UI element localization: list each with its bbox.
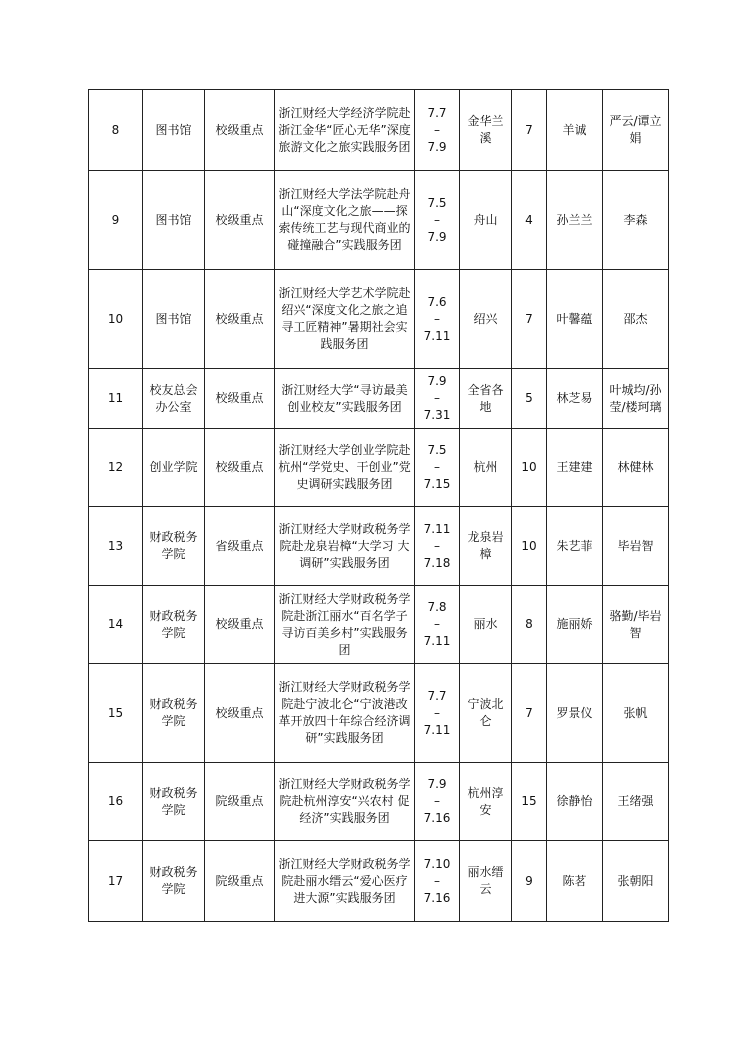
leader-cell: 朱艺菲	[547, 507, 603, 586]
leader-cell: 王建建	[547, 429, 603, 507]
date-separator: –	[434, 617, 440, 631]
teacher-cell: 张朝阳	[603, 841, 669, 922]
leader-cell: 施丽娇	[547, 586, 603, 664]
row-number-cell: 15	[89, 664, 143, 763]
table-row	[89, 369, 669, 429]
member-count-cell: 5	[512, 369, 547, 429]
date-end: 7.9	[427, 139, 447, 154]
row-number-cell: 12	[89, 429, 143, 507]
date-separator: –	[434, 311, 440, 326]
teacher-cell: 骆勤/毕岩智	[603, 586, 669, 664]
level-cell: 省级重点	[205, 507, 275, 586]
table-row	[89, 763, 669, 841]
unit-cell: 创业学院	[143, 429, 205, 507]
place-cell: 丽水缙云	[460, 841, 512, 922]
team-name-cell: 浙江财经大学创业学院赴杭州“学党史、干创业”党史调研实践服务团	[275, 429, 415, 507]
date-separator: –	[434, 794, 440, 808]
date-separator: –	[434, 705, 440, 720]
leader-cell: 羊诚	[547, 90, 603, 171]
team-name-cell: 浙江财经大学经济学院赴浙江金华“匠心无华”深度旅游文化之旅实践服务团	[275, 90, 415, 171]
date-cell	[415, 429, 460, 507]
unit-cell: 财政税务学院	[143, 507, 205, 586]
member-count-cell: 7	[512, 664, 547, 763]
level-cell: 校级重点	[205, 664, 275, 763]
date-start: 7.9	[427, 374, 447, 388]
date-end: 7.11	[423, 722, 451, 737]
date-end: 7.15	[423, 477, 451, 491]
date-start: 7.5	[427, 443, 447, 457]
date-separator: –	[434, 391, 440, 405]
team-name-cell: 浙江财经大学财政税务学院赴丽水缙云“爱心医疗进大源”实践服务团	[275, 841, 415, 922]
date-start: 7.5	[427, 195, 447, 210]
team-name-cell: 浙江财经大学财政税务学院赴龙泉岩樟“大学习 大调研”实践服务团	[275, 507, 415, 586]
leader-cell: 孙兰兰	[547, 171, 603, 270]
date-separator: –	[434, 212, 440, 227]
row-number-cell: 8	[89, 90, 143, 171]
date-cell	[415, 270, 460, 369]
member-count-cell: 10	[512, 429, 547, 507]
place-cell: 丽水	[460, 586, 512, 664]
member-count-cell: 8	[512, 586, 547, 664]
member-count-cell: 10	[512, 507, 547, 586]
date-end: 7.18	[423, 555, 451, 570]
date-end: 7.9	[427, 229, 447, 244]
member-count-cell: 7	[512, 270, 547, 369]
date-end: 7.11	[423, 328, 451, 343]
member-count-cell: 7	[512, 90, 547, 171]
date-cell	[415, 763, 460, 841]
member-count-cell: 9	[512, 841, 547, 922]
place-cell: 金华兰溪	[460, 90, 512, 171]
table-row	[89, 270, 669, 369]
date-cell	[415, 586, 460, 664]
teacher-cell: 林健林	[603, 429, 669, 507]
table-row	[89, 586, 669, 664]
table-row	[89, 171, 669, 270]
row-number-cell: 9	[89, 171, 143, 270]
level-cell: 校级重点	[205, 369, 275, 429]
level-cell: 院级重点	[205, 841, 275, 922]
table-row	[89, 841, 669, 922]
date-start: 7.7	[427, 688, 447, 703]
team-name-cell: 浙江财经大学财政税务学院赴浙江丽水“百名学子寻访百美乡村”实践服务团	[275, 586, 415, 664]
place-cell: 全省各地	[460, 369, 512, 429]
date-cell	[415, 507, 460, 586]
date-separator: –	[434, 460, 440, 474]
teacher-cell: 严云/谭立娟	[603, 90, 669, 171]
date-end: 7.11	[423, 634, 451, 648]
place-cell: 龙泉岩樟	[460, 507, 512, 586]
unit-cell: 财政税务学院	[143, 841, 205, 922]
place-cell: 绍兴	[460, 270, 512, 369]
date-end: 7.16	[423, 890, 451, 905]
place-cell: 杭州	[460, 429, 512, 507]
place-cell: 舟山	[460, 171, 512, 270]
date-start: 7.6	[427, 294, 447, 309]
date-cell	[415, 171, 460, 270]
team-name-cell: 浙江财经大学财政税务学院赴宁波北仑“宁波港改革开放四十年综合经济调研”实践服务团	[275, 664, 415, 763]
team-name-cell: 浙江财经大学财政税务学院赴杭州淳安“兴农村 促经济”实践服务团	[275, 763, 415, 841]
teacher-cell: 李森	[603, 171, 669, 270]
date-separator: –	[434, 122, 440, 137]
unit-cell: 图书馆	[143, 171, 205, 270]
unit-cell: 财政税务学院	[143, 664, 205, 763]
level-cell: 院级重点	[205, 763, 275, 841]
teacher-cell: 叶城均/孙莹/楼珂璃	[603, 369, 669, 429]
table-row	[89, 664, 669, 763]
team-name-cell: 浙江财经大学“寻访最美创业校友”实践服务团	[275, 369, 415, 429]
unit-cell: 校友总会办公室	[143, 369, 205, 429]
teacher-cell: 张帆	[603, 664, 669, 763]
teacher-cell: 邵杰	[603, 270, 669, 369]
level-cell: 校级重点	[205, 429, 275, 507]
leader-cell: 陈茗	[547, 841, 603, 922]
table-row	[89, 90, 669, 171]
leader-cell: 罗景仪	[547, 664, 603, 763]
date-end: 7.31	[423, 408, 451, 422]
date-cell	[415, 369, 460, 429]
date-start: 7.9	[427, 777, 447, 791]
date-start: 7.10	[423, 856, 451, 871]
unit-cell: 财政税务学院	[143, 586, 205, 664]
leader-cell: 叶馨蕴	[547, 270, 603, 369]
date-separator: –	[434, 873, 440, 888]
date-cell	[415, 90, 460, 171]
member-count-cell: 15	[512, 763, 547, 841]
place-cell: 杭州淳安	[460, 763, 512, 841]
member-count-cell: 4	[512, 171, 547, 270]
project-table	[88, 89, 669, 922]
row-number-cell: 10	[89, 270, 143, 369]
level-cell: 校级重点	[205, 171, 275, 270]
level-cell: 校级重点	[205, 270, 275, 369]
date-start: 7.11	[423, 521, 451, 536]
level-cell: 校级重点	[205, 586, 275, 664]
teacher-cell: 毕岩智	[603, 507, 669, 586]
row-number-cell: 17	[89, 841, 143, 922]
unit-cell: 图书馆	[143, 90, 205, 171]
date-separator: –	[434, 538, 440, 553]
table-row	[89, 429, 669, 507]
team-name-cell: 浙江财经大学艺术学院赴绍兴“深度文化之旅之追寻工匠精神”暑期社会实践服务团	[275, 270, 415, 369]
date-end: 7.16	[423, 811, 451, 825]
row-number-cell: 16	[89, 763, 143, 841]
row-number-cell: 13	[89, 507, 143, 586]
unit-cell: 财政税务学院	[143, 763, 205, 841]
date-cell	[415, 664, 460, 763]
leader-cell: 徐静怡	[547, 763, 603, 841]
table-row	[89, 507, 669, 586]
team-name-cell: 浙江财经大学法学院赴舟山“深度文化之旅——探索传统工艺与现代商业的碰撞融合”实践服务团	[275, 171, 415, 270]
place-cell: 宁波北仑	[460, 664, 512, 763]
level-cell: 校级重点	[205, 90, 275, 171]
teacher-cell: 王绪强	[603, 763, 669, 841]
date-start: 7.7	[427, 105, 447, 120]
unit-cell: 图书馆	[143, 270, 205, 369]
date-start: 7.8	[427, 600, 447, 614]
row-number-cell: 14	[89, 586, 143, 664]
leader-cell: 林芝易	[547, 369, 603, 429]
row-number-cell: 11	[89, 369, 143, 429]
date-cell	[415, 841, 460, 922]
